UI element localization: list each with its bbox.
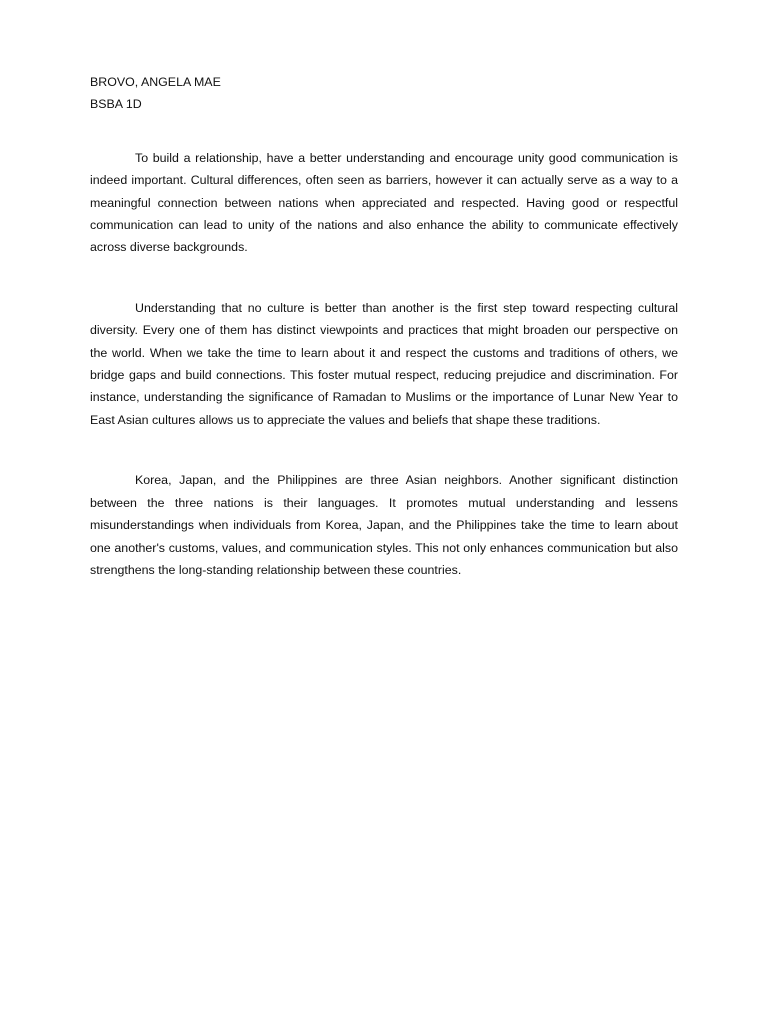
paragraph-1: To build a relationship, have a better understanding and encourage unity good communication is indeed important. Cultural differences, often seen as barriers, however it can actually serve as a way to a meaningful connection between nations when appreciated and respected. Having good or respectful communication can lead to unity of the nations and also enhance the ability to communicate effectively across diverse backgrounds. [90,150,678,255]
paragraph-2: Understanding that no culture is better than another is the first step toward respecting cultural diversity. Every one of them has distinct viewpoints and practices that might broaden our perspective on the world. When we take the time to learn about it and respect the customs and traditions of others, we bridge gaps and build connections. This foster mutual respect, reducing prejudice and discrimination. For instance, understanding the significance of Ramadan to Muslims or the importance of Lunar New Year to East Asian cultures allows us to appreciate the values and beliefs that shape these traditions. [90,300,678,427]
class-section: BSBA 1D [90,97,142,112]
document-body [90,71,678,581]
paragraph-3: Korea, Japan, and the Philippines are three Asian neighbors. Another significant distinction between the three nations is their languages. It promotes mutual understanding and lessens misunderstandings when individuals from Korea, Japan, and the Philippines take the time to learn about one another's customs, values, and communication styles. This not only enhances communication but also strengthens the long-standing relationship between these countries. [90,473,678,577]
author-name: BROVO, ANGELA MAE [90,75,221,89]
